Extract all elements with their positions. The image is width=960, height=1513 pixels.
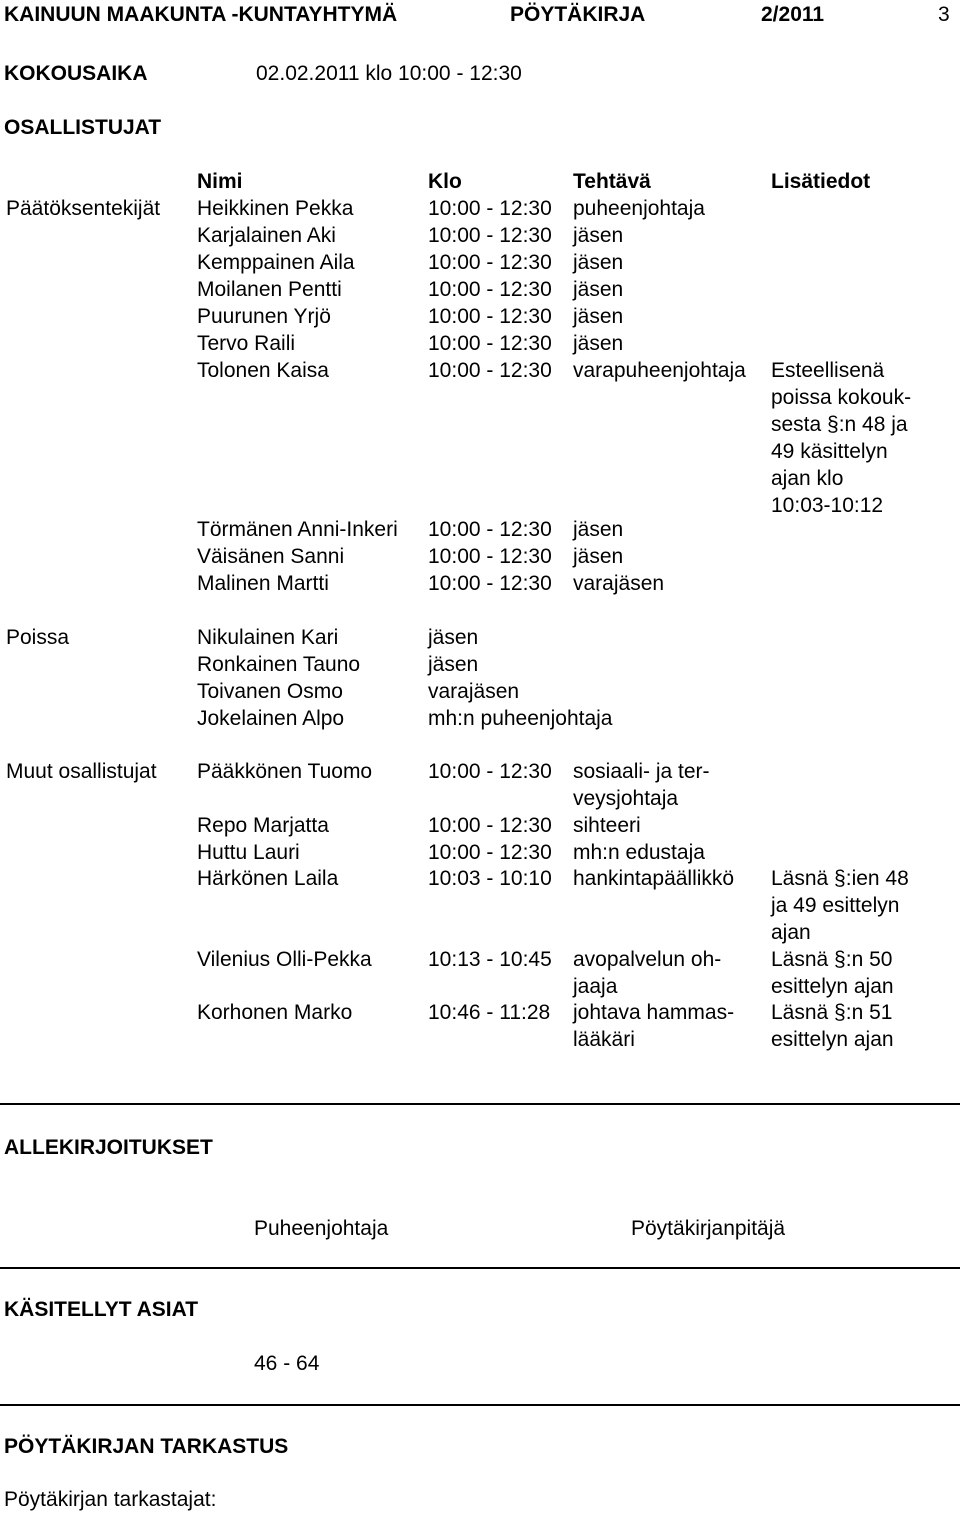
other-time: 10:13 - 10:45: [428, 948, 552, 971]
participant-name: Malinen Martti: [197, 572, 329, 595]
table-row: [0, 678, 960, 705]
participant-role: jäsen: [573, 305, 624, 328]
participant-name: Väisänen Sanni: [197, 545, 345, 568]
participant-name: Kemppainen Aila: [197, 251, 355, 274]
other-role: mh:n edustaja: [573, 841, 705, 864]
participant-notes: ajan klo: [771, 467, 844, 490]
document-number: 2/2011: [761, 3, 825, 26]
decision-makers-label: Päätöksentekijät: [6, 197, 161, 220]
other-role: sihteeri: [573, 814, 641, 837]
column-header-time: Klo: [428, 170, 462, 193]
participant-role: jäsen: [573, 224, 624, 247]
other-role: sosiaali- ja ter-: [573, 760, 710, 783]
other-notes: ajan: [771, 921, 811, 944]
participant-name: Heikkinen Pekka: [197, 197, 354, 220]
other-notes: Läsnä §:ien 48: [771, 867, 909, 890]
other-role: veysjohtaja: [573, 787, 679, 810]
other-notes: Läsnä §:n 51: [771, 1001, 893, 1024]
other-notes: esittelyn ajan: [771, 975, 894, 998]
handled-matters-value: 46 - 64: [254, 1352, 320, 1375]
table-row: [0, 946, 960, 973]
table-row: [0, 330, 960, 357]
other-role: jaaja: [573, 975, 618, 998]
participant-name: Karjalainen Aki: [197, 224, 336, 247]
column-header-role: Tehtävä: [573, 170, 651, 193]
section-divider: [0, 1404, 960, 1406]
other-time: 10:46 - 11:28: [428, 1001, 551, 1024]
other-time: 10:00 - 12:30: [428, 841, 552, 864]
other-role: johtava hammas-: [573, 1001, 735, 1024]
participant-notes: sesta §:n 48 ja: [771, 413, 908, 436]
table-row: [0, 249, 960, 276]
other-name: Huttu Lauri: [197, 841, 300, 864]
table-row: [0, 276, 960, 303]
participant-role: jäsen: [573, 332, 624, 355]
table-row: [0, 758, 960, 785]
table-row: [0, 651, 960, 678]
other-role: avopalvelun oh-: [573, 948, 722, 971]
column-header-notes: Lisätiedot: [771, 170, 871, 193]
section-divider: [0, 1103, 960, 1105]
signatures-title: ALLEKIRJOITUKSET: [4, 1136, 213, 1159]
participant-time: 10:00 - 12:30: [428, 224, 552, 247]
section-divider: [0, 1267, 960, 1269]
other-role: lääkäri: [573, 1028, 635, 1051]
chair-signature-label: Puheenjohtaja: [254, 1217, 389, 1240]
table-row: [0, 624, 960, 651]
absent-name: Jokelainen Alpo: [197, 707, 345, 730]
table-row: [0, 516, 960, 543]
column-header-name: Nimi: [197, 170, 243, 193]
handled-matters-title: KÄSITELLYT ASIAT: [4, 1298, 199, 1321]
participant-name: Moilanen Pentti: [197, 278, 342, 301]
participant-notes: Esteellisenä: [771, 359, 885, 382]
participant-role: jäsen: [573, 278, 624, 301]
participant-name: Törmänen Anni-Inkeri: [197, 518, 398, 541]
table-row: [0, 543, 960, 570]
other-notes: esittelyn ajan: [771, 1028, 894, 1051]
participant-notes: 10:03-10:12: [771, 494, 884, 517]
other-time: 10:00 - 12:30: [428, 814, 552, 837]
participant-role: jäsen: [573, 545, 624, 568]
other-notes: Läsnä §:n 50: [771, 948, 893, 971]
participant-role: puheenjohtaja: [573, 197, 705, 220]
participant-time: 10:00 - 12:30: [428, 332, 552, 355]
participant-name: Puurunen Yrjö: [197, 305, 331, 328]
participant-time: 10:00 - 12:30: [428, 518, 552, 541]
other-name: Pääkkönen Tuomo: [197, 760, 373, 783]
meeting-time-value: 02.02.2011 klo 10:00 - 12:30: [256, 62, 522, 85]
participant-time: 10:00 - 12:30: [428, 359, 552, 382]
table-row: [0, 570, 960, 597]
absent-role: varajäsen: [428, 680, 520, 703]
table-row: [0, 705, 960, 732]
other-time: 10:03 - 10:10: [428, 867, 552, 890]
other-name: Korhonen Marko: [197, 1001, 353, 1024]
participants-column-headers: [0, 168, 960, 195]
participant-role: jäsen: [573, 251, 624, 274]
organization-name: KAINUUN MAAKUNTA -KUNTAYHTYMÄ: [4, 3, 398, 26]
absent-label: Poissa: [6, 626, 70, 649]
other-name: Repo Marjatta: [197, 814, 329, 837]
participant-name: Tervo Raili: [197, 332, 296, 355]
secretary-signature-label: Pöytäkirjanpitäjä: [631, 1217, 786, 1240]
absent-name: Toivanen Osmo: [197, 680, 343, 703]
absent-name: Nikulainen Kari: [197, 626, 339, 649]
absent-role: mh:n puheenjohtaja: [428, 707, 613, 730]
table-row: [0, 303, 960, 330]
table-row: [0, 839, 960, 866]
table-row: [0, 812, 960, 839]
participant-time: 10:00 - 12:30: [428, 305, 552, 328]
participant-role: jäsen: [573, 518, 624, 541]
participant-notes: 49 käsittelyn: [771, 440, 888, 463]
participant-name: Tolonen Kaisa: [197, 359, 329, 382]
participant-time: 10:00 - 12:30: [428, 545, 552, 568]
participant-time: 10:00 - 12:30: [428, 278, 552, 301]
other-name: Härkönen Laila: [197, 867, 339, 890]
absent-name: Ronkainen Tauno: [197, 653, 361, 676]
participant-time: 10:00 - 12:30: [428, 572, 552, 595]
participant-time: 10:00 - 12:30: [428, 251, 552, 274]
absent-role: jäsen: [428, 626, 479, 649]
participant-role: varajäsen: [573, 572, 665, 595]
other-name: Vilenius Olli-Pekka: [197, 948, 372, 971]
other-participants-label: Muut osallistujat: [6, 760, 157, 783]
table-row: [0, 222, 960, 249]
other-role: hankintapäällikkö: [573, 867, 735, 890]
reviewers-label: Pöytäkirjan tarkastajat:: [4, 1488, 217, 1511]
participants-title: OSALLISTUJAT: [4, 116, 162, 139]
other-time: 10:00 - 12:30: [428, 760, 552, 783]
participant-notes: poissa kokouk-: [771, 386, 912, 409]
table-row: [0, 357, 960, 384]
other-notes: ja 49 esittelyn: [771, 894, 900, 917]
document-type: PÖYTÄKIRJA: [510, 3, 646, 26]
table-row: [0, 999, 960, 1026]
participant-role: varapuheenjohtaja: [573, 359, 746, 382]
absent-role: jäsen: [428, 653, 479, 676]
table-row: [0, 195, 960, 222]
review-title: PÖYTÄKIRJAN TARKASTUS: [4, 1435, 289, 1458]
page-number: 3: [938, 3, 950, 26]
participant-time: 10:00 - 12:30: [428, 197, 552, 220]
meeting-time-label: KOKOUSAIKA: [4, 62, 148, 85]
table-row: [0, 865, 960, 892]
